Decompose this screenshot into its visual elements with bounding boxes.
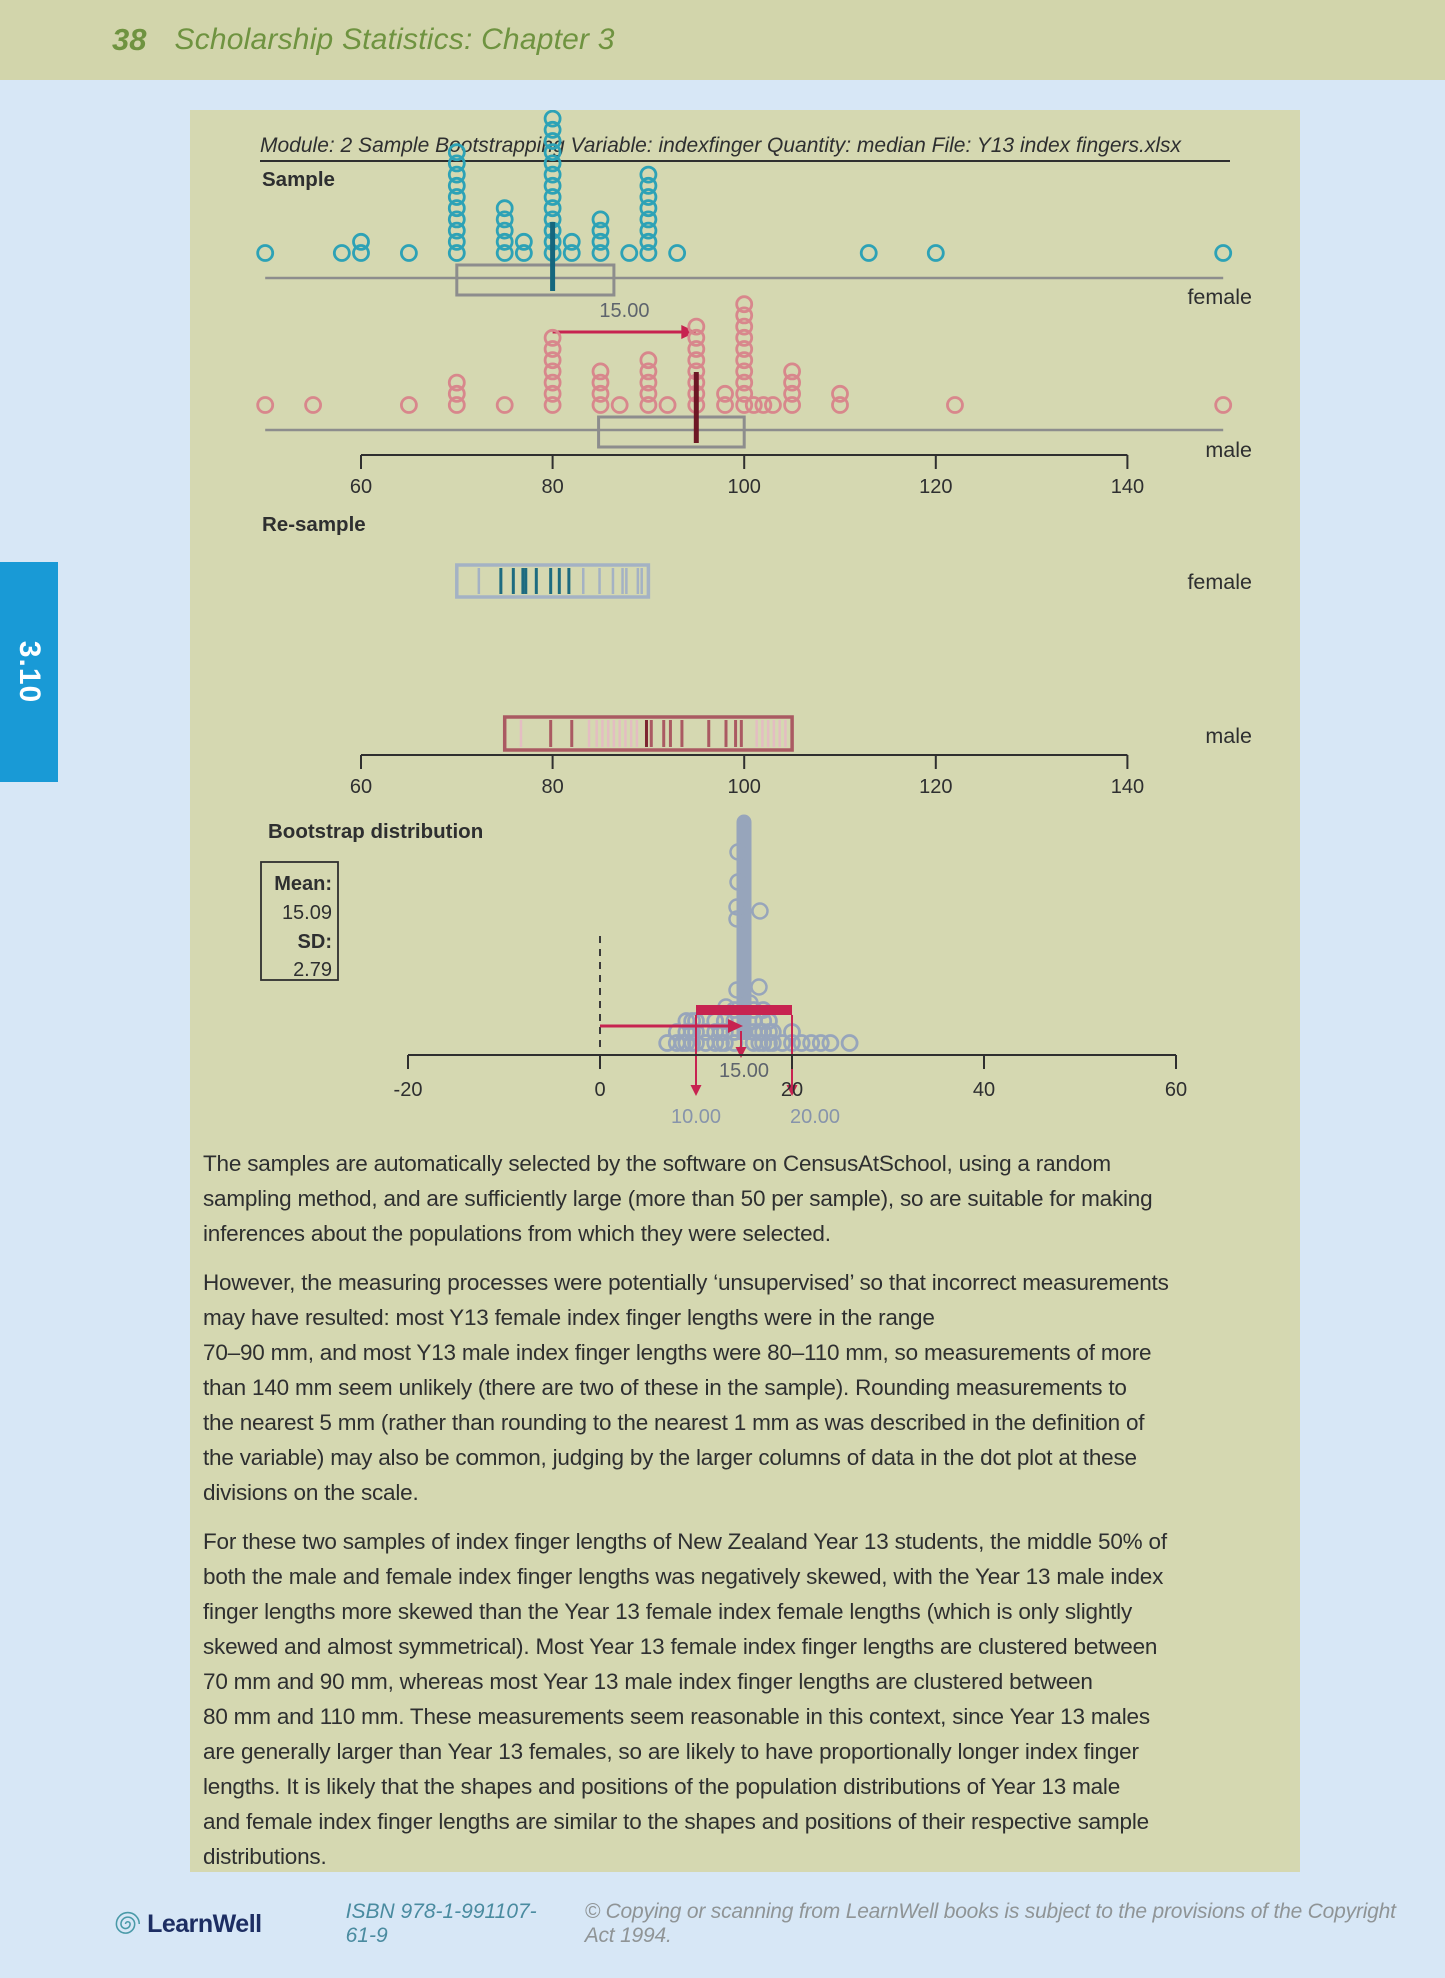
paragraph-line: 70 mm and 90 mm, whereas most Year 13 male index finger lengths are clustered between <box>203 1669 1093 1694</box>
data-dot <box>593 212 608 227</box>
axis-tick-label: 100 <box>727 776 761 798</box>
mean-label: Mean: <box>274 873 332 895</box>
paragraph-line: lengths. It is likely that the shapes and positions of the population distributions of Year 13 male <box>203 1774 1121 1799</box>
paragraph-line: both the male and female index finger lengths was negatively skewed, with the Year 13 male index <box>203 1564 1164 1589</box>
axis-tick-label: 40 <box>972 1079 996 1101</box>
axis-tick-label: 100 <box>727 476 761 498</box>
data-dot <box>593 364 608 379</box>
paragraph-line: The samples are automatically selected by the software on CensusAtSchool, using a random <box>203 1151 1111 1176</box>
female-box <box>457 265 614 295</box>
paragraph <box>203 1524 1287 1874</box>
data-dot <box>718 386 733 401</box>
content-panel <box>190 110 1300 1872</box>
paragraph-line: skewed and almost symmetrical). Most Year 13 female index finger lengths are clustered between <box>203 1634 1158 1659</box>
data-dot <box>612 398 627 413</box>
section-label-resample: Re-sample <box>262 513 366 536</box>
data-dot <box>334 246 349 261</box>
mean-value: 15.09 <box>281 902 332 924</box>
axis-tick-label: 120 <box>919 476 953 498</box>
section-tab-label: 3.10 <box>13 640 47 704</box>
section-label-bootstrap: Bootstrap distribution <box>268 820 484 843</box>
page-number: 38 <box>112 22 147 57</box>
paragraph-line: 80 mm and 110 mm. These measurements seem reasonable in this context, since Year 13 males <box>203 1704 1150 1729</box>
paragraph <box>203 1265 1287 1510</box>
data-dot <box>833 386 848 401</box>
data-dot <box>449 375 464 390</box>
axis-tick-label: 60 <box>1164 1079 1188 1101</box>
paragraph-line: inferences about the populations from which they were selected. <box>203 1221 831 1246</box>
data-dot <box>497 201 512 216</box>
data-dot <box>823 1036 838 1051</box>
spike-ring <box>753 904 768 919</box>
data-dot <box>545 111 560 126</box>
footer-brand: LearnWell <box>147 1909 262 1938</box>
paragraph-line: For these two samples of index finger lengths of New Zealand Year 13 students, the middle 50% of <box>203 1529 1167 1554</box>
paragraph-line: may have resulted: most Y13 female index finger lengths were in the range <box>203 1305 935 1330</box>
figure-canvas <box>190 110 1300 1140</box>
data-dot <box>842 1036 857 1051</box>
axis-tick-label: 60 <box>349 476 373 498</box>
data-dot <box>1216 246 1231 261</box>
data-dot <box>545 330 560 345</box>
axis-tick-label: 0 <box>594 1079 606 1101</box>
axis-tick-label: 140 <box>1110 776 1145 798</box>
footer-copyright: © Copying or scanning from LearnWell books is subject to the provisions of the Copyright Act 1994. <box>584 1900 1396 1947</box>
median-down-arrowhead <box>736 1047 747 1058</box>
data-dot <box>401 246 416 261</box>
data-dot <box>354 234 369 249</box>
median-diff-label: 15.00 <box>599 300 650 322</box>
page-header-band <box>0 0 1445 80</box>
page-footer <box>110 1902 1410 1946</box>
paragraph-line: are generally larger than Year 13 females, so are likely to have proportionally longer index finger <box>203 1739 1139 1764</box>
axis-tick-label: -20 <box>393 1079 423 1101</box>
spike-ring <box>752 980 767 995</box>
chapter-title: Scholarship Statistics: Chapter 3 <box>174 23 615 56</box>
data-dot <box>306 398 321 413</box>
paragraph-line: However, the measuring processes were potentially ‘unsupervised’ so that incorrect measurements <box>203 1270 1169 1295</box>
data-dot <box>670 246 685 261</box>
paragraph-line: sampling method, and are sufficiently large (more than 50 per sample), so are suitable for making <box>203 1186 1153 1211</box>
male-row-label: male <box>1205 438 1252 462</box>
data-dot <box>785 364 800 379</box>
data-dot <box>564 234 579 249</box>
paragraph-line: the nearest 5 mm (rather than rounding to the nearest 1 mm as was described in the definition of <box>203 1410 1145 1435</box>
paragraph <box>203 1146 1287 1251</box>
axis-tick-label: 60 <box>349 776 373 798</box>
sd-label: SD: <box>297 931 332 953</box>
resample-male-strip <box>505 717 792 750</box>
data-dot <box>516 234 531 249</box>
figure-title: Module: 2 Sample Bootstrapping Variable: indexfinger Quantity: median File: Y13 index fingers.xlsx <box>260 134 1182 157</box>
paragraph-line: distributions. <box>203 1844 327 1869</box>
resample-female-strip <box>457 565 649 597</box>
data-dot <box>497 398 512 413</box>
male-resample-label: male <box>1205 724 1252 748</box>
axis-tick-label: 120 <box>919 776 953 798</box>
sd-value: 2.79 <box>293 959 332 981</box>
paragraph-line: than 140 mm seem unlikely (there are two of these in the sample). Rounding measurements to <box>203 1375 1127 1400</box>
ci-upper-label: 20.00 <box>790 1106 841 1128</box>
learnwell-spiral-icon <box>110 1907 141 1941</box>
data-dot <box>641 353 656 368</box>
female-row-label: female <box>1187 285 1252 309</box>
paragraph-line: and female index finger lengths are similar to the shapes and positions of their respective sample <box>203 1809 1149 1834</box>
data-dot <box>928 246 943 261</box>
paragraph-line: finger lengths more skewed than the Year 13 female index female lengths (which is only slightly <box>203 1599 1133 1624</box>
data-dot <box>689 319 704 334</box>
spike-cap <box>737 815 752 830</box>
body-text <box>203 1146 1287 1888</box>
axis-tick-label: 80 <box>541 476 564 498</box>
data-dot <box>1216 398 1231 413</box>
data-dot <box>861 246 876 261</box>
data-dot <box>622 246 637 261</box>
section-tab <box>0 562 58 782</box>
data-dot <box>258 398 273 413</box>
axis-tick-label: 140 <box>1110 476 1145 498</box>
paragraph-line: the variable) may also be common, judging by the larger columns of data in the dot plot at these <box>203 1445 1137 1470</box>
ci-bar <box>696 1005 792 1015</box>
axis-tick-label: 20 <box>780 1079 804 1101</box>
data-dot <box>737 297 752 312</box>
section-label-sample: Sample <box>262 168 335 191</box>
paragraph-line: divisions on the scale. <box>203 1480 419 1505</box>
paragraph-line: 70–90 mm, and most Y13 male index finger lengths were 80–110 mm, so measurements of more <box>203 1340 1152 1365</box>
ci-lower-label: 10.00 <box>671 1106 722 1128</box>
female-resample-label: female <box>1187 570 1252 594</box>
boot-median-label: 15.00 <box>718 1060 770 1082</box>
data-dot <box>660 398 675 413</box>
male-box <box>599 417 745 447</box>
data-dot <box>641 167 656 182</box>
axis-tick-label: 80 <box>541 776 564 798</box>
data-dot <box>401 398 416 413</box>
data-dot <box>765 398 780 413</box>
data-dot <box>258 246 273 261</box>
footer-isbn: ISBN 978-1-991107-61-9 <box>345 1900 537 1947</box>
ci-drop-arrowhead <box>691 1085 702 1096</box>
data-dot <box>947 398 962 413</box>
